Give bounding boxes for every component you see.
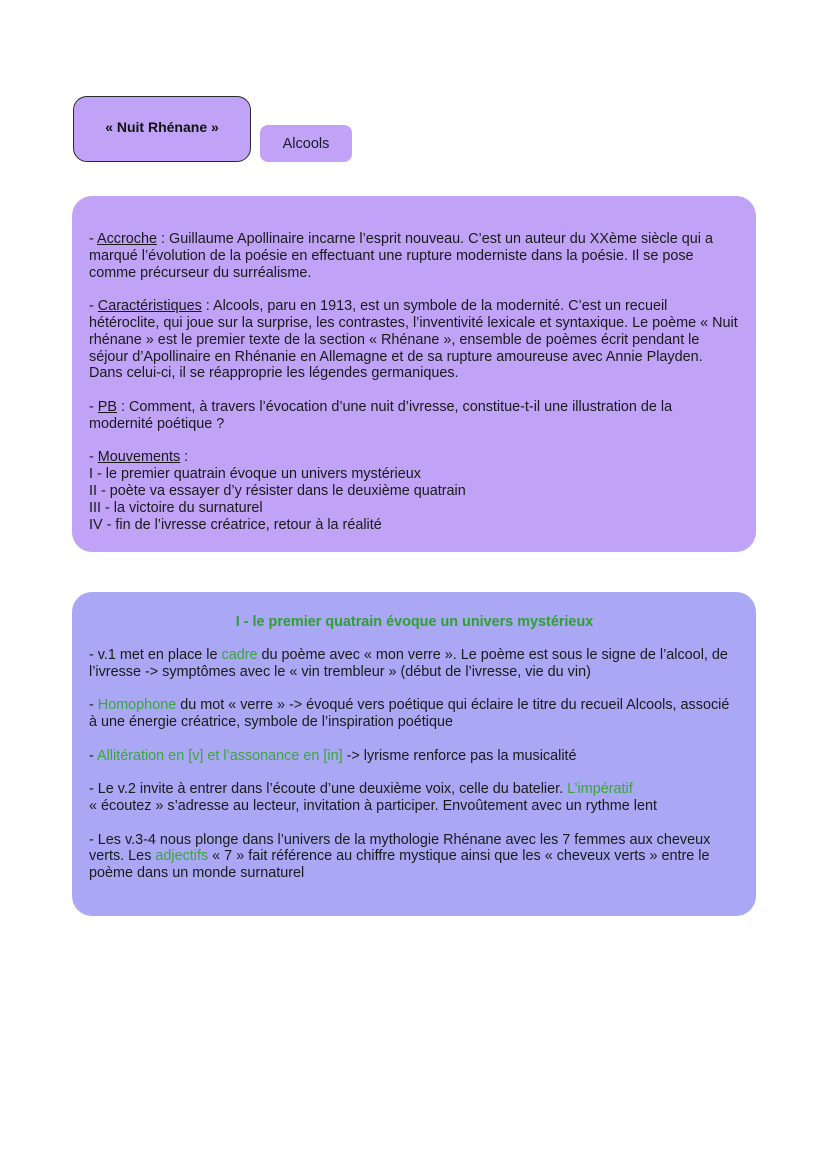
pb-paragraph: [89, 399, 740, 433]
intro-card: [72, 196, 756, 552]
analysis-point: [89, 781, 740, 815]
point-text: -: [89, 747, 97, 764]
analysis-point: [89, 697, 740, 731]
analysis-point: [89, 832, 740, 882]
point-text: - Les v.3-4 nous plonge dans l’univers de la mythologie Rhénane avec les 7 femmes aux cheveux verts. Les: [89, 831, 711, 865]
accroche-text: : Guillaume Apollinaire incarne l’esprit nouveau. C’est un auteur du XXème siècle qui a marqué l’évolution de la poésie en effectuant une rupture moderniste dans la poésie. Il se pose comme précurseur du surréalisme.: [89, 231, 713, 281]
accroche-label: Accroche: [97, 231, 157, 247]
point-text: -> lyrisme renforce pas la musicalité: [342, 747, 577, 764]
point-text: « 7 » fait référence au chiffre mystique ainsi que les « cheveux verts » entre le poème dans un monde surnaturel: [89, 848, 710, 882]
section-1-title: I - le premier quatrain évoque un univers mystérieux: [235, 614, 594, 630]
caracteristiques-text: : Alcools, paru en 1913, est un symbole de la modernité. C’est un recueil hétéroclite, qui joue sur la surprise, les contrastes, l’inventivité lexicale et syntaxique. Le poème « Nuit rhénane » est le premier texte de la section « Rhénane », ensemble de poèmes écrit pendant le séjour d’Apollinaire en Rhénanie en Allemagne et de sa rupture amoureuse avec Annie Playden. Dans celui-ci, il se réapproprie les légendes germaniques.: [89, 298, 738, 382]
point-text: du poème avec « mon verre ». Le poème est sous le signe de l’alcool, de l’ivresse -> symptômes avec le « vin trembleur » (début de l’ivresse, vie du vin): [89, 646, 728, 680]
mouvements-colon: :: [180, 449, 189, 466]
point-text: -: [89, 697, 98, 714]
mouvement-item: III - la victoire du surnaturel: [89, 499, 263, 516]
point-text: - v.1 met en place le: [89, 646, 222, 663]
mouvements-heading: [89, 449, 740, 466]
bullet-dash: -: [89, 398, 98, 415]
mouvement-item: I - le premier quatrain évoque un univers mystérieux: [89, 466, 421, 483]
caracteristiques-label: Caractéristiques: [97, 298, 202, 315]
bullet-dash: -: [89, 449, 98, 466]
mouvement-item: IV - fin de l’ivresse créatrice, retour à la réalité: [89, 516, 382, 533]
document-title: « Nuit Rhénane »: [105, 119, 219, 135]
mouvements-label: Mouvements: [97, 449, 181, 466]
pb-text: : Comment, à travers l’évocation d’une nuit d’ivresse, constitue-t-il une illustration de la modernité poétique ?: [89, 398, 673, 432]
mouvements-block: [89, 449, 740, 533]
bullet-dash: -: [89, 231, 97, 247]
section-1-card: [72, 592, 756, 916]
analysis-point: [89, 647, 740, 681]
point-highlight: cadre: [221, 646, 258, 663]
accroche-paragraph: [89, 231, 740, 281]
mouvement-item: II - poète va essayer d’y résister dans le deuxième quatrain: [89, 482, 466, 499]
point-text: du mot « verre » -> évoqué vers poétique qui éclaire le titre du recueil Alcools, associé à une énergie créatrice, symbole de l’inspiration poétique: [89, 697, 730, 730]
point-highlight: L’impératif: [567, 781, 633, 798]
title-box: [73, 96, 251, 162]
collection-tag: [260, 125, 352, 162]
analysis-point: [89, 748, 740, 765]
point-text: - Le v.2 invite à entrer dans l’écoute d’une deuxième voix, celle du batelier.: [89, 781, 568, 798]
caracteristiques-paragraph: [89, 298, 740, 382]
point-text: « écoutez » s’adresse au lecteur, invitation à participer. Envoûtement avec un rythme lent: [89, 797, 657, 814]
point-highlight: Homophone: [97, 697, 177, 714]
collection-tag-label: Alcools: [282, 135, 330, 152]
pb-label: PB: [97, 398, 117, 415]
point-highlight: Allitération en [v] et l’assonance en [in]: [97, 747, 343, 764]
point-highlight: adjectifs: [155, 848, 209, 865]
bullet-dash: -: [89, 298, 98, 315]
